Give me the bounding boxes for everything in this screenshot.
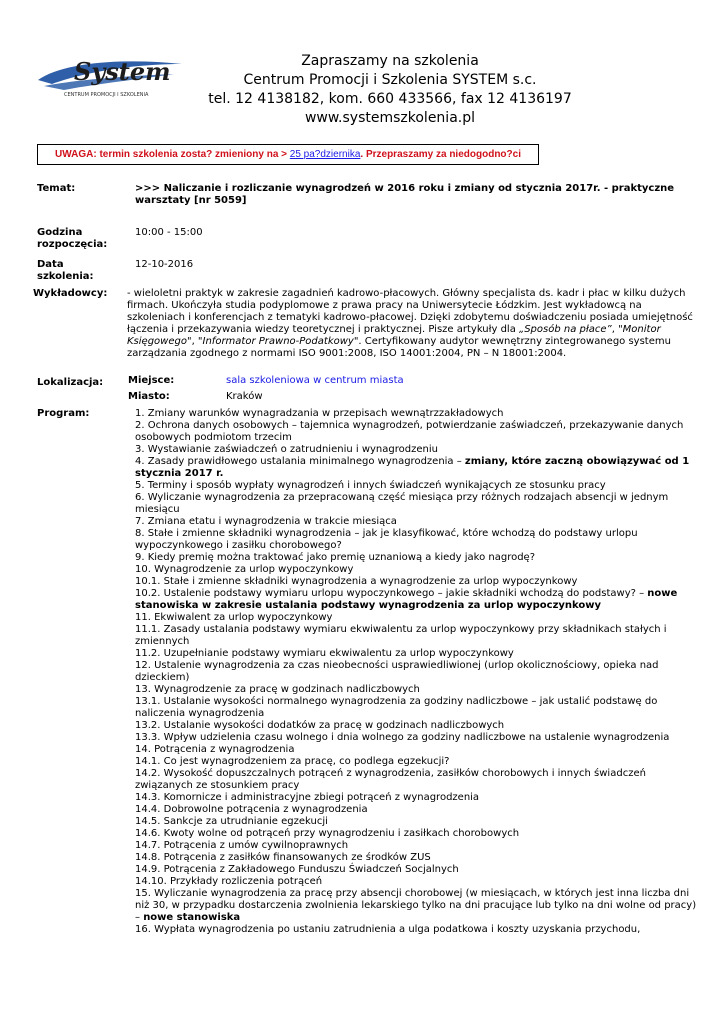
- logo-wordmark: System: [74, 57, 171, 86]
- program-item-text: 12. Ustalenie wynagrodzenia za czas nieobecności usprawiedliwionej (urlop okolicznościowy, opieka nad dzieckiem): [135, 660, 659, 683]
- logo-swoosh-icon: [34, 50, 184, 100]
- lecturer-bio: [127, 288, 697, 360]
- date-label: [37, 259, 94, 283]
- program-item: [135, 588, 697, 612]
- program-item-text: 8. Stałe i zmienne składniki wynagrodzenia – jak je klasyfikować, które wchodzą do podstawy urlopu wypoczynkowego i zasiłku chorobowego?: [135, 528, 638, 551]
- program-item-text: 6. Wyliczanie wynagrodzenia za przepracowaną część miesiąca przy różnych rodzajach absencji w jednym miesiącu: [135, 492, 669, 515]
- program-item: [135, 612, 697, 624]
- program-item-text: 11. Ekwiwalent za urlop wypoczynkowy: [135, 612, 333, 623]
- program-item: [135, 744, 697, 756]
- program-item-text: 13. Wynagrodzenie za pracę w godzinach nadliczbowych: [135, 684, 420, 695]
- program-item-text: 14.7. Potrącenia z umów cywilnoprawnych: [135, 840, 349, 851]
- program-item: [135, 684, 697, 696]
- lecturer-bio-sep: ,: [191, 336, 198, 347]
- logo-tagline: CENTRUM PROMOCJI I SZKOLENIA: [64, 92, 149, 98]
- program-item-text: 13.3. Wpływ udzielenia czasu wolnego i dnia wolnego za godziny nadliczbowe na ustalenie wynagrodzenia: [135, 732, 670, 743]
- training-date: 12-10-2016: [135, 259, 194, 270]
- program-item-text: 2. Ochrona danych osobowych – tajemnica wynagrodzeń, potwierdzanie zaświadczeń, przekazywanie danych osobowych podmiotom trzecim: [135, 420, 684, 443]
- program-item: [135, 864, 697, 876]
- time-label-line-2: rozpoczęcia:: [37, 239, 108, 250]
- start-time: 10:00 - 15:00: [135, 227, 203, 238]
- program-item: [135, 660, 697, 684]
- program-item: [135, 552, 697, 564]
- city-value: Kraków: [226, 391, 263, 402]
- notice-prefix: UWAGA: termin szkolenia zosta? zmieniony na >: [55, 149, 290, 160]
- time-label-line-1: Godzina: [37, 227, 83, 238]
- program-item: [135, 768, 697, 792]
- program-item: [135, 648, 697, 660]
- program-item-text: 5. Terminy i sposób wypłaty wynagrodzeń i innych świadczeń wynikających ze stosunku pracy: [135, 480, 606, 491]
- program-item-text: 15. Wyliczanie wynagrodzenia za pracę przy absencji chorobowej (w miesiącach, w których jest inna liczba dni niż 30, w przypadku dostarczenia zwolnienia lekarskiego tylko na dni pracujące lub tylko na dni wolne od pracy) –: [135, 888, 697, 923]
- program-item: [135, 876, 697, 888]
- program-item: [135, 516, 697, 528]
- program-item: [135, 888, 697, 924]
- program-item: [135, 924, 697, 936]
- program-item-text: 10.1. Stałe i zmienne składniki wynagrodzenia a wynagrodzenie za urlop wypoczynkowy: [135, 576, 578, 587]
- date-label-line-2: szkolenia:: [37, 271, 94, 282]
- program-label: Program:: [37, 408, 90, 419]
- program-item: [135, 852, 697, 864]
- publication-title: „Sposób na płace”: [519, 324, 612, 335]
- header-line-1: Zapraszamy na szkolenia: [301, 53, 479, 69]
- program-item: [135, 624, 697, 648]
- program-item-text: 7. Zmiana etatu i wynagrodzenia w trakcie miesiąca: [135, 516, 397, 527]
- program-item-text: 14.8. Potrącenia z zasiłków finansowanych ze środków ZUS: [135, 852, 431, 863]
- program-item-text: 14. Potrącenia z wynagrodzenia: [135, 744, 295, 755]
- program-item: [135, 828, 697, 840]
- program-item: [135, 696, 697, 720]
- program-item: [135, 480, 697, 492]
- program-item: [135, 720, 697, 732]
- program-item: [135, 792, 697, 804]
- program-item-text: 4. Zasady prawidłowego ustalania minimalnego wynagrodzenia –: [135, 456, 465, 467]
- program-item: [135, 576, 697, 588]
- program-item: [135, 564, 697, 576]
- program-item-text: 11.1. Zasady ustalania podstawy wymiaru ekwiwalentu za urlop wypoczynkowy przy składnikach stałych i zmiennych: [135, 624, 667, 647]
- date-label-line-1: Data: [37, 259, 64, 270]
- program-item: [135, 492, 697, 516]
- program-item-text: 14.4. Dobrowolne potrącenia z wynagrodzenia: [135, 804, 368, 815]
- program-item-text: 13.2. Ustalanie wysokości dodatków za pracę w godzinach nadliczbowych: [135, 720, 505, 731]
- program-item-text: 14.10. Przykłady rozliczenia potrąceń: [135, 876, 323, 887]
- program-item: [135, 420, 697, 444]
- lecturer-bio-sep: ,: [611, 324, 619, 335]
- date-change-notice: [37, 144, 539, 165]
- place-label: Miejsce:: [128, 375, 175, 386]
- program-item-text: 16. Wypłata wynagrodzenia po ustaniu zatrudnienia a ulga podatkowa i koszty uzyskania przychodu,: [135, 924, 641, 935]
- topic-label: Temat:: [37, 183, 76, 194]
- publication-title: "Informator Prawno-Podatkowy": [197, 336, 359, 347]
- header-website: www.systemszkolenia.pl: [304, 110, 476, 126]
- publication-title: "Monitor Księgowego": [127, 324, 661, 347]
- program-item-text: 14.9. Potrącenia z Zakładowego Funduszu Świadczeń Socjalnych: [135, 864, 459, 875]
- lecturer-label: Wykładowcy:: [33, 288, 108, 299]
- program-item-text: 14.6. Kwoty wolne od potrąceń przy wynagrodzeniu i zasiłkach chorobowych: [135, 828, 520, 839]
- program-item-text: 13.1. Ustalanie wysokości normalnego wynagrodzenia za godziny nadliczbowe – jak ustalić podstawę do naliczenia wynagrodzenia: [135, 696, 658, 719]
- program-item-text: 3. Wystawianie zaświadczeń o zatrudnieniu i wynagrodzeniu: [135, 444, 438, 455]
- program-item: [135, 732, 697, 744]
- city-label: Miasto:: [128, 391, 170, 402]
- notice-date-link[interactable]: 25 pa?dziernika: [289, 149, 361, 160]
- training-topic: >>> Naliczanie i rozliczanie wynagrodzeń w 2016 roku i zmiany od stycznia 2017r. - praktyczne warsztaty [nr 5059]: [135, 183, 675, 206]
- program-item-text: 10. Wynagrodzenie za urlop wypoczynkowy: [135, 564, 354, 575]
- program-item-text: 1. Zmiany warunków wynagradzania w przepisach wewnątrzzakładowych: [135, 408, 504, 419]
- lecturer-bio-text: . Certyfikowany audytor wewnętrzny zintegrowanego systemu zarządzania zgodnego z normami ISO 9001:2008, ISO 14001:2004, PN – N 18001:2004.: [127, 336, 671, 359]
- program-item: [135, 528, 697, 552]
- location-label: Lokalizacja:: [37, 377, 104, 388]
- program-item-highlight: zmiany, które zaczną obowiązywać od 1 stycznia 2017 r.: [135, 456, 690, 479]
- lecturer-bio-text: - wieloletni praktyk w zakresie zagadnień kadrowo-płacowych. Główny specjalista ds. kadr i płac w kilku dużych firmach. Ukończyła studia podyplomowe z prawa pracy na Uniwersytecie Łódzkim. Jest wykładowcą na szkoleniach i konferencjach z tematyki kadrowo-płacowej. Dzięki zdobytemu doświadczeniu posiada umiejętność łączenia i przekazywania wiedzy teoretycznej i praktycznej. Pisze artykuły dla: [127, 288, 693, 335]
- program-item: [135, 756, 697, 768]
- program-item-text: 10.2. Ustalenie podstawy wymiaru urlopu wypoczynkowego – jakie składniki wchodzą do podstawy? –: [135, 588, 648, 599]
- program-item: [135, 444, 697, 456]
- program-item-text: 9. Kiedy premię można traktować jako premię uznaniową a kiedy jako nagrodę?: [135, 552, 536, 563]
- program-item-highlight: nowe stanowiska w zakresie ustalania podstawy wynagrodzenia za urlop wypoczynkowy: [135, 588, 678, 611]
- header-line-2: Centrum Promocji i Szkolenia SYSTEM s.c.: [243, 72, 537, 88]
- company-logo: [34, 50, 184, 100]
- program-item: [135, 408, 697, 420]
- program-item: [135, 816, 697, 828]
- notice-suffix: . Przepraszamy za niedogodno?ci: [360, 149, 521, 160]
- program-item: [135, 840, 697, 852]
- program-item-text: 14.2. Wysokość dopuszczalnych potrąceń z wynagrodzenia, zasiłków chorobowych i innych świadczeń związanych ze stosunkiem pracy: [135, 768, 646, 791]
- program-list: [135, 408, 697, 936]
- time-label: [37, 227, 107, 251]
- program-item-text: 14.3. Komornicze i administracyjne zbiegi potrąceń z wynagrodzenia: [135, 792, 480, 803]
- program-item-text: 14.5. Sankcje za utrudnianie egzekucji: [135, 816, 328, 827]
- header-line-3: tel. 12 4138182, kom. 660 433566, fax 12 4136197: [208, 91, 572, 107]
- program-item: [135, 804, 697, 816]
- program-item-highlight: nowe stanowiska: [143, 912, 241, 923]
- header-block: [200, 52, 580, 128]
- place-link[interactable]: sala szkoleniowa w centrum miasta: [226, 375, 404, 386]
- program-item-text: 11.2. Uzupełnianie podstawy wymiaru ekwiwalentu za urlop wypoczynkowy: [135, 648, 514, 659]
- program-item-text: 14.1. Co jest wynagrodzeniem za pracę, co podlega egzekucji?: [135, 756, 450, 767]
- program-item: [135, 456, 697, 480]
